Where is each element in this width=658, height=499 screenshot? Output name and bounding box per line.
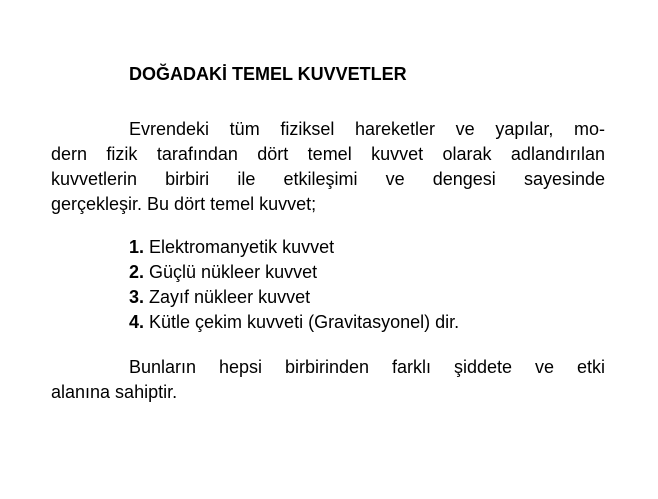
list-number: 3.	[129, 287, 145, 307]
paragraph-line: Bunların hepsi birbirinden farklı şiddete ve etki	[129, 357, 605, 377]
list-number: 1.	[129, 237, 145, 257]
list-number: 4.	[129, 312, 145, 332]
list-item	[129, 235, 334, 259]
list-text: Güçlü nükleer kuvvet	[144, 262, 318, 282]
list-item	[129, 310, 459, 334]
document-title: DOĞADAKİ TEMEL KUVVETLER	[129, 64, 407, 84]
paragraph-line: kuvvetlerin birbiri ile etkileşimi ve dengesi sayesinde	[51, 169, 605, 189]
list-number: 2.	[129, 262, 145, 282]
paragraph-line: Evrendeki tüm fiziksel hareketler ve yapılar, mo-	[129, 119, 605, 139]
paragraph-line: dern fizik tarafından dört temel kuvvet olarak adlandırılan	[51, 144, 605, 164]
paragraph-line: alanına sahiptir.	[51, 382, 178, 402]
paragraph-line: gerçekleşir. Bu dört temel kuvvet;	[51, 194, 317, 214]
list-text: Elektromanyetik kuvvet	[144, 237, 335, 257]
list-text: Kütle çekim kuvveti (Gravitasyonel) dir.	[144, 312, 460, 332]
list-text: Zayıf nükleer kuvvet	[144, 287, 311, 307]
list-item	[129, 260, 317, 284]
list-item	[129, 285, 310, 309]
